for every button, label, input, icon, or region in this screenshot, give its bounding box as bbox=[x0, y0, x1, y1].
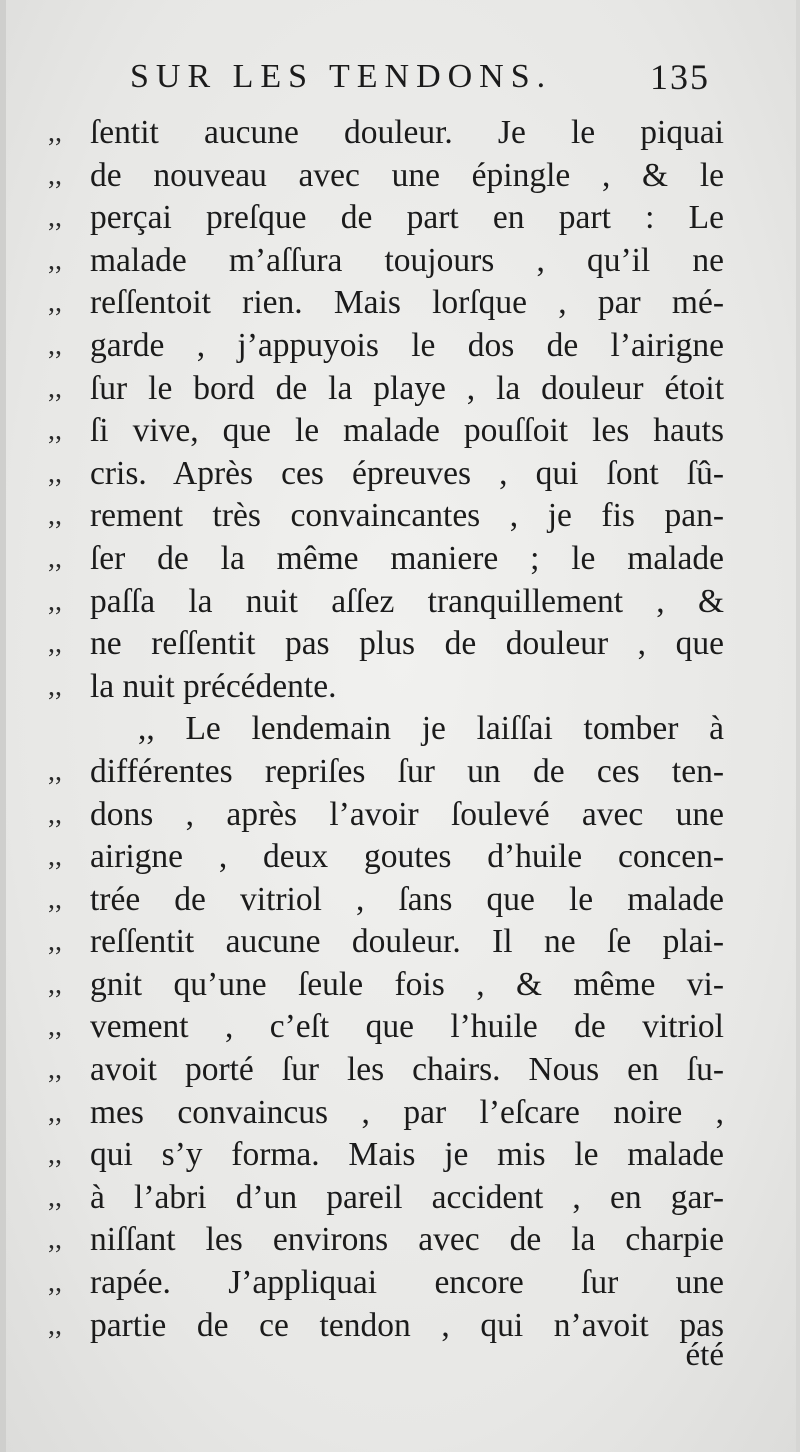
quote-mark: ,, bbox=[48, 1096, 62, 1128]
line-text: différentes repriſes ſur un de ces ten- bbox=[90, 752, 724, 790]
text-line bbox=[48, 1006, 724, 1049]
line-text: rement très convaincantes , je fis pan- bbox=[90, 497, 724, 535]
body-text bbox=[48, 112, 724, 1347]
quote-mark: ,, bbox=[48, 329, 62, 361]
line-text: partie de ce tendon , qui n’avoit pas bbox=[90, 1306, 724, 1344]
text-line bbox=[48, 921, 724, 964]
quote-mark: ,, bbox=[48, 415, 62, 447]
quote-mark: ,, bbox=[48, 585, 62, 617]
text-line bbox=[48, 368, 724, 411]
line-text: gnit qu’une ſeule fois , & même vi- bbox=[90, 965, 724, 1003]
line-text: ne reſſentit pas plus de douleur , que bbox=[90, 625, 724, 663]
text-line bbox=[48, 1092, 724, 1135]
line-text: ,, Le lendemain je laiſſai tomber à bbox=[138, 710, 724, 748]
line-text: reſſentit aucune douleur. Il ne ſe plai- bbox=[90, 923, 724, 961]
line-text: reſſentoit rien. Mais lorſque , par mé- bbox=[90, 284, 724, 322]
quote-mark: ,, bbox=[48, 159, 62, 191]
line-text: ſur le bord de la playe , la douleur étoit bbox=[90, 369, 724, 407]
quote-mark: ,, bbox=[48, 457, 62, 489]
line-text: ſer de la même maniere ; le malade bbox=[90, 539, 724, 577]
line-text: qui s’y forma. Mais je mis le malade bbox=[90, 1136, 724, 1174]
text-line bbox=[48, 197, 724, 240]
text-line bbox=[48, 410, 724, 453]
quote-mark: ,, bbox=[48, 798, 62, 830]
line-text: rapée. J’appliquai encore ſur une bbox=[90, 1264, 724, 1302]
quote-mark: ,, bbox=[48, 628, 62, 660]
text-line bbox=[48, 495, 724, 538]
quote-mark: ,, bbox=[48, 244, 62, 276]
catchword: été bbox=[685, 1337, 724, 1373]
line-text: ſi vive, que le malade pouſſoit les hauts bbox=[90, 412, 724, 450]
quote-mark: ,, bbox=[48, 968, 62, 1000]
page-number: 135 bbox=[650, 57, 710, 97]
text-line bbox=[48, 1177, 724, 1220]
quote-mark: ,, bbox=[48, 1224, 62, 1256]
text-line bbox=[48, 240, 724, 283]
text-line bbox=[48, 666, 724, 709]
line-text: la nuit précédente. bbox=[90, 667, 337, 705]
quote-mark: ,, bbox=[48, 500, 62, 532]
quote-mark: ,, bbox=[48, 117, 62, 148]
quote-mark: ,, bbox=[48, 1309, 62, 1341]
quote-mark: ,, bbox=[48, 372, 62, 404]
quote-mark: ,, bbox=[48, 841, 62, 873]
line-text: ſentit aucune douleur. Je le piquai bbox=[90, 114, 724, 151]
text-line bbox=[48, 1219, 724, 1262]
text-line bbox=[48, 112, 724, 155]
quote-mark: ,, bbox=[48, 883, 62, 915]
text-line bbox=[48, 282, 724, 325]
text-line bbox=[48, 794, 724, 837]
text-line bbox=[48, 538, 724, 581]
quote-mark: ,, bbox=[48, 1139, 62, 1171]
page-left-edge bbox=[0, 0, 6, 1452]
quote-mark: ,, bbox=[48, 755, 62, 787]
running-title: SUR LES TENDONS. bbox=[130, 58, 553, 95]
line-text: à l’abri d’un pareil accident , en gar- bbox=[90, 1178, 724, 1216]
text-line bbox=[48, 1305, 724, 1348]
line-text: trée de vitriol , ſans que le malade bbox=[90, 880, 724, 918]
text-line bbox=[48, 623, 724, 666]
page-header bbox=[130, 52, 710, 102]
line-text: cris. Après ces épreuves , qui ſont ſû- bbox=[90, 454, 724, 492]
text-line bbox=[48, 1049, 724, 1092]
text-line bbox=[48, 836, 724, 879]
quote-mark: ,, bbox=[48, 926, 62, 958]
line-text: paſſa la nuit aſſez tranquillement , & bbox=[90, 582, 724, 620]
text-line bbox=[48, 325, 724, 368]
line-text: mes convaincus , par l’eſcare noire , bbox=[90, 1093, 724, 1131]
text-line bbox=[48, 155, 724, 198]
line-text: garde , j’appuyois le dos de l’airigne bbox=[90, 326, 724, 364]
quote-mark: ,, bbox=[48, 542, 62, 574]
quote-mark: ,, bbox=[48, 202, 62, 234]
text-line bbox=[48, 879, 724, 922]
quote-mark: ,, bbox=[48, 287, 62, 319]
text-line bbox=[48, 1134, 724, 1177]
text-line bbox=[48, 964, 724, 1007]
paragraph-start-line bbox=[48, 708, 724, 751]
quote-mark: ,, bbox=[48, 1011, 62, 1043]
line-text: avoit porté ſur les chairs. Nous en ſu- bbox=[90, 1051, 724, 1089]
line-text: de nouveau avec une épingle , & le bbox=[90, 156, 724, 194]
text-line bbox=[48, 751, 724, 794]
line-text: malade m’aſſura toujours , qu’il ne bbox=[90, 241, 724, 279]
line-text: niſſant les environs avec de la charpie bbox=[90, 1221, 724, 1259]
quote-mark: ,, bbox=[48, 670, 62, 702]
line-text: airigne , deux goutes d’huile concen- bbox=[90, 838, 724, 876]
text-line bbox=[48, 453, 724, 496]
quote-mark: ,, bbox=[48, 1267, 62, 1299]
text-line bbox=[48, 581, 724, 624]
line-text: vement , c’eſt que l’huile de vitriol bbox=[90, 1008, 724, 1046]
quote-mark: ,, bbox=[48, 1054, 62, 1086]
line-text: perçai preſque de part en part : Le bbox=[90, 199, 724, 237]
quote-mark: ,, bbox=[48, 1181, 62, 1213]
page-right-edge bbox=[796, 0, 800, 1452]
text-line bbox=[48, 1262, 724, 1305]
line-text: dons , après l’avoir ſoulevé avec une bbox=[90, 795, 724, 833]
